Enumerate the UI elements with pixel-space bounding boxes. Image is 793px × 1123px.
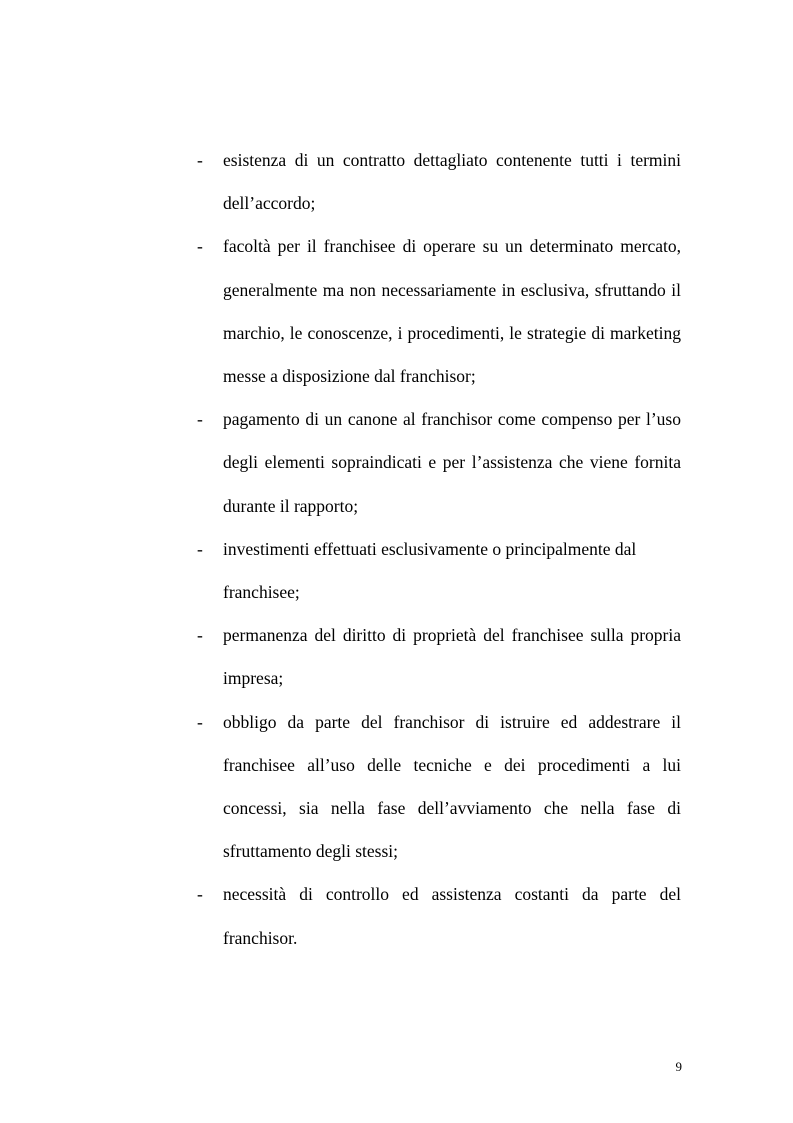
list-dash: - [197, 884, 203, 905]
list-item [197, 398, 681, 528]
list-item-text: obbligo da parte del franchisor di istruire ed addestrare il franchisee all’uso delle tecniche e dei procedimenti a lui concessi, sia nella fase dell’avviamento che nella fase di sfruttamento degli stessi; [223, 711, 681, 862]
list-item-text: esistenza di un contratto dettagliato contenente tutti i termini dell’accordo; [223, 150, 681, 214]
list-dash: - [197, 236, 203, 257]
requirements-list [197, 139, 681, 960]
list-dash: - [197, 711, 203, 732]
list-dash: - [197, 538, 203, 559]
list-item-text: permanenza del diritto di proprietà del franchisee sulla propria impresa; [223, 625, 681, 689]
list-item-text: facoltà per il franchisee di operare su un determinato mercato, generalmente ma non necessariamente in esclusiva, sfruttando il marchio, le conoscenze, i procedimenti, le strategie di marketing messe a disposizione dal franchisor; [223, 236, 681, 387]
list-dash: - [197, 150, 203, 170]
list-item [197, 614, 681, 700]
list-item-text: investimenti effettuati esclusivamente o principalmente dal franchisee; [223, 538, 637, 603]
list-item [197, 139, 681, 225]
list-dash: - [197, 409, 203, 430]
list-dash: - [197, 625, 203, 646]
list-item [197, 701, 681, 874]
list-item-text: necessità di controllo ed assistenza costanti da parte del franchisor. [223, 884, 681, 948]
list-item-text: pagamento di un canone al franchisor come compenso per l’uso degli elementi sopraindicati e per l’assistenza che viene fornita durante il rapporto; [223, 409, 681, 516]
list-item [197, 873, 681, 959]
list-item [197, 528, 681, 614]
list-item [197, 225, 681, 398]
page-number: 9 [675, 1059, 682, 1074]
